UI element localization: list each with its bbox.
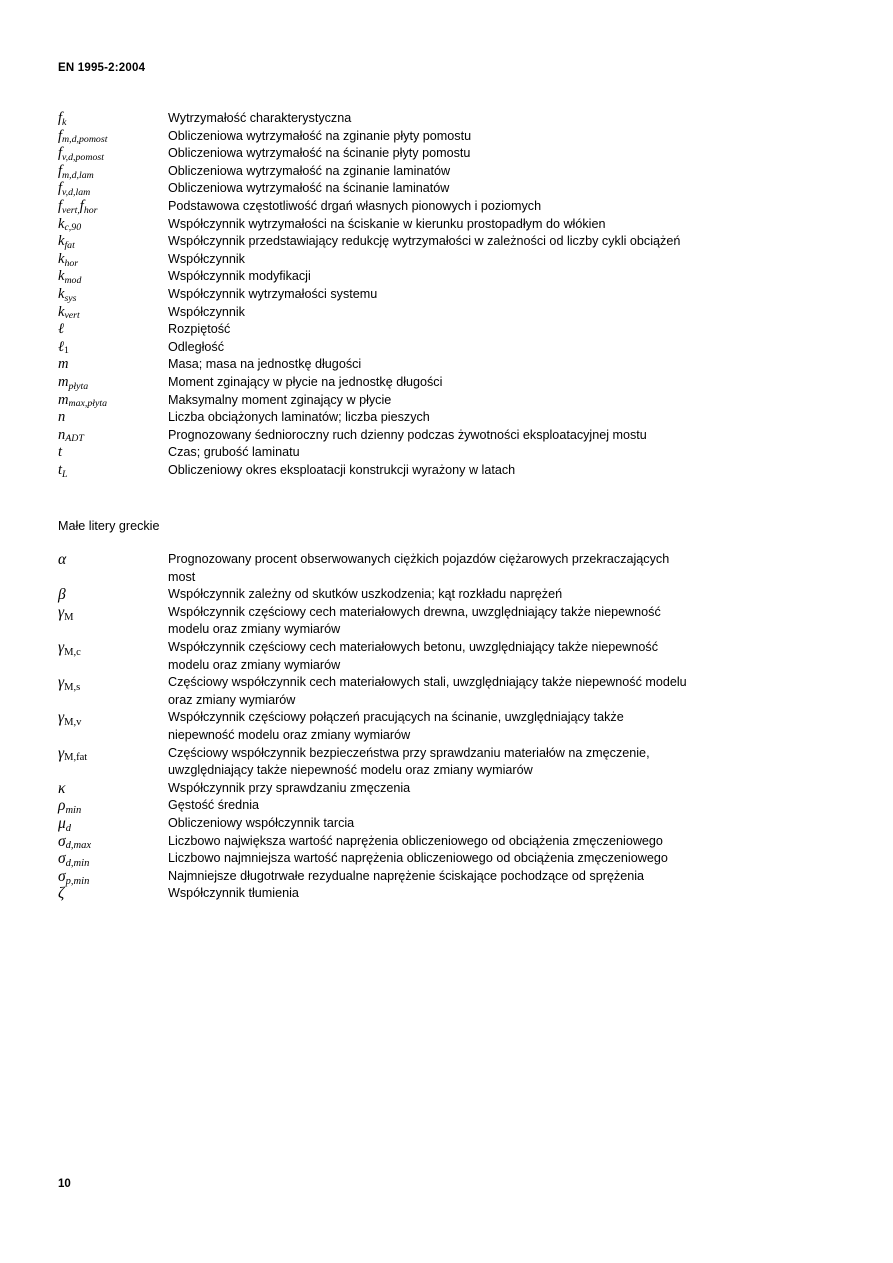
latin-symbol-symbol: $f_k$ — [58, 110, 67, 128]
latin-symbol-description — [168, 163, 826, 181]
latin-symbol-row — [58, 427, 826, 445]
latin-symbol-description-line: Wytrzymałość charakterystyczna — [168, 111, 352, 125]
greek-symbol-description — [168, 604, 826, 639]
greek-symbol-symbol: $\gamma_{M,v}$ — [58, 709, 82, 729]
latin-symbol-symbol: n — [58, 409, 66, 426]
latin-symbol-row — [58, 198, 826, 216]
greek-symbols-list — [58, 551, 848, 903]
latin-symbol-row — [58, 180, 826, 198]
greek-symbol-description — [168, 745, 826, 780]
latin-symbol-description — [168, 233, 826, 251]
greek-symbol-description-line: Częściowy współczynnik bezpieczeństwa przy sprawdzaniu materiałów na zmęczenie, — [168, 745, 650, 760]
greek-symbol-description — [168, 639, 826, 674]
greek-symbol-description — [168, 586, 826, 604]
greek-symbol-description-line: Obliczeniowy współczynnik tarcia — [168, 815, 355, 830]
greek-symbol-symbol: α — [58, 551, 67, 568]
latin-symbol-row — [58, 251, 826, 269]
page-header-standard-ref: EN 1995-2:2004 — [58, 62, 146, 74]
latin-symbol-symbol: $k_{sys}$ — [58, 285, 77, 304]
greek-symbol-row — [58, 850, 826, 868]
greek-symbol-description-line: modelu oraz zmiany wymiarów — [168, 657, 341, 672]
latin-symbol-symbol: ℓ — [58, 321, 65, 338]
greek-symbol-description-line: most — [168, 569, 196, 584]
greek-symbol-row — [58, 551, 826, 586]
latin-symbol-description — [168, 427, 826, 445]
greek-symbol-row — [58, 639, 826, 674]
latin-symbol-description-line: Prognozowany śednioroczny ruch dzienny podczas żywotności eksploatacyjnej mostu — [168, 427, 647, 442]
greek-symbol-row — [58, 797, 826, 815]
latin-symbol-symbol: $k_{fat}$ — [58, 233, 75, 251]
latin-symbol-description-line: Współczynnik wytrzymałości systemu — [168, 286, 378, 301]
latin-symbol-description — [168, 339, 826, 357]
latin-symbol-description — [168, 198, 826, 216]
latin-symbol-row — [58, 321, 826, 339]
greek-symbol-description-line: Częściowy współczynnik cech materiałowych stali, uwzględniający także niepewność modelu — [168, 675, 687, 690]
greek-symbol-description — [168, 815, 826, 833]
greek-symbol-description-line: Gęstość średnia — [168, 798, 259, 813]
greek-symbol-description-line: modelu oraz zmiany wymiarów — [168, 622, 341, 637]
latin-symbol-description-line: Masa; masa na jednostkę długości — [168, 357, 362, 372]
greek-symbol-symbol: $\sigma_{p,min}$ — [58, 867, 90, 887]
greek-symbol-row — [58, 674, 826, 709]
latin-symbol-symbol: $k_{mod}$ — [58, 268, 82, 287]
latin-symbol-description — [168, 304, 826, 322]
greek-symbol-row — [58, 604, 826, 639]
greek-symbol-description — [168, 797, 826, 815]
latin-symbol-description — [168, 180, 826, 198]
latin-symbol-row — [58, 233, 826, 251]
latin-symbol-row — [58, 216, 826, 234]
latin-symbol-symbol: $t_L$ — [58, 461, 68, 480]
greek-symbol-description-line: Prognozowany procent obserwowanych ciężkich pojazdów ciężarowych przekraczających — [168, 552, 670, 566]
greek-symbol-description — [168, 885, 826, 903]
latin-symbol-description — [168, 251, 826, 269]
latin-symbol-description-line: Obliczeniowa wytrzymałość na ścinanie laminatów — [168, 181, 450, 196]
latin-symbol-row — [58, 268, 826, 286]
greek-symbol-row — [58, 833, 826, 851]
greek-symbol-description-line: Współczynnik zależny od skutków uszkodzenia; kąt rozkładu naprężeń — [168, 587, 563, 602]
latin-symbol-symbol: t — [58, 444, 63, 461]
greek-symbol-description — [168, 674, 826, 709]
latin-symbol-description — [168, 216, 826, 234]
latin-symbol-symbol: $f_{m,d,lam}$ — [58, 162, 94, 181]
latin-symbol-symbol: m — [58, 356, 69, 373]
latin-symbol-row — [58, 145, 826, 163]
latin-symbol-symbol: $k_{vert}$ — [58, 303, 80, 322]
greek-symbol-row — [58, 815, 826, 833]
latin-symbol-symbol: $f_{v,d,pomost}$ — [58, 145, 104, 163]
greek-symbol-symbol: β — [58, 586, 66, 604]
greek-section-heading: Małe litery greckie — [58, 519, 160, 533]
greek-symbol-description — [168, 780, 826, 798]
greek-symbol-description-line: oraz zmiany wymiarów — [168, 692, 296, 707]
greek-symbol-description-line: uwzględniający także niepewność modelu oraz zmiany wymiarów — [168, 763, 533, 778]
latin-symbol-description — [168, 374, 826, 392]
latin-symbol-description-line: Obliczeniowy okres eksploatacji konstrukcji wyrażony w latach — [168, 462, 516, 477]
latin-symbol-row — [58, 392, 826, 410]
latin-symbol-row — [58, 409, 826, 427]
latin-symbol-description — [168, 444, 826, 462]
latin-symbol-description — [168, 409, 826, 427]
latin-symbol-symbol: $f_{v,d,lam}$ — [58, 180, 91, 199]
latin-symbol-description-line: Czas; grubość laminatu — [168, 445, 300, 460]
latin-symbol-symbol: $f_{m,d,pomost}$ — [58, 127, 108, 146]
latin-symbol-description-line: Współczynnik przedstawiający redukcję wytrzymałości w zależności od liczby cykli obciążeń — [168, 234, 681, 249]
greek-symbol-description-line: Współczynnik częściowy cech materiałowych betonu, uwzględniający także niepewność — [168, 639, 658, 654]
page-number: 10 — [58, 1178, 71, 1190]
latin-symbol-row — [58, 444, 826, 462]
greek-symbol-description-line: Współczynnik częściowy cech materiałowych drewna, uwzględniający także niepewność — [168, 604, 661, 619]
greek-symbol-symbol: $\gamma_{M,fat}$ — [58, 744, 88, 764]
greek-symbol-symbol: ζ — [58, 885, 65, 903]
greek-symbol-symbol: κ — [58, 779, 66, 797]
greek-symbol-row — [58, 745, 826, 780]
latin-symbol-description-line: Podstawowa częstotliwość drgań własnych pionowych i poziomych — [168, 198, 542, 213]
latin-symbol-description-line: Odległość — [168, 339, 225, 354]
latin-symbol-description — [168, 145, 826, 163]
latin-symbol-symbol: $m_{płyta}$ — [58, 373, 89, 392]
greek-symbol-row — [58, 586, 826, 604]
latin-symbol-symbol: $k_{c,90}$ — [58, 215, 82, 234]
latin-symbol-description — [168, 356, 826, 374]
greek-symbol-description-line: Liczbowo najmniejsza wartość naprężenia obliczeniowego od obciążenia zmęczeniowego — [168, 851, 668, 866]
latin-symbol-description-line: Obliczeniowa wytrzymałość na zginanie płyty pomostu — [168, 128, 472, 143]
latin-symbol-description-line: Współczynnik — [168, 251, 245, 266]
latin-symbol-symbol: $n_{ADT}$ — [58, 426, 84, 445]
greek-symbol-row — [58, 709, 826, 744]
latin-symbol-symbol: $m_{max,płyta}$ — [58, 391, 108, 410]
greek-symbol-symbol: $\rho_{min}$ — [58, 797, 82, 817]
latin-symbol-description-line: Maksymalny moment zginający w płycie — [168, 392, 392, 407]
latin-symbol-description — [168, 110, 826, 128]
latin-symbol-description — [168, 321, 826, 339]
greek-symbol-description-line: Współczynnik przy sprawdzaniu zmęczenia — [168, 780, 411, 795]
greek-symbol-symbol: $\sigma_{d,min}$ — [58, 850, 90, 870]
latin-symbol-description — [168, 268, 826, 286]
greek-symbol-symbol: $\mu_d$ — [58, 814, 72, 834]
latin-symbol-row — [58, 304, 826, 322]
latin-symbol-description — [168, 462, 826, 480]
latin-symbol-description — [168, 392, 826, 410]
latin-symbols-list — [58, 110, 848, 479]
greek-symbol-row — [58, 780, 826, 798]
latin-symbol-row — [58, 462, 826, 480]
latin-symbol-row — [58, 374, 826, 392]
greek-symbol-symbol: $\gamma_M$ — [58, 603, 74, 623]
greek-symbol-description — [168, 709, 826, 744]
latin-symbols-table — [58, 110, 826, 479]
greek-symbols-table — [58, 551, 826, 903]
latin-symbol-row — [58, 128, 826, 146]
latin-symbol-description-line: Współczynnik — [168, 304, 245, 319]
latin-symbol-description-line: Obliczeniowa wytrzymałość na ścinanie płyty pomostu — [168, 146, 471, 161]
greek-symbol-description — [168, 850, 826, 868]
greek-symbol-symbol: $\gamma_{M,c}$ — [58, 638, 81, 658]
latin-symbol-description-line: Obliczeniowa wytrzymałość na zginanie laminatów — [168, 163, 451, 178]
latin-symbol-row — [58, 110, 826, 128]
latin-symbol-description-line: Liczba obciążonych laminatów; liczba pieszych — [168, 410, 430, 425]
latin-symbol-row — [58, 286, 826, 304]
greek-symbol-description-line: Najmniejsze długotrwałe rezydualne naprężenie ściskające pochodzące od sprężenia — [168, 868, 645, 883]
greek-symbol-row — [58, 885, 826, 903]
latin-symbol-description-line: Moment zginający w płycie na jednostkę długości — [168, 374, 443, 389]
latin-symbol-description-line: Rozpiętość — [168, 322, 231, 337]
greek-symbol-description-line: niepewność modelu oraz zmiany wymiarów — [168, 727, 411, 742]
greek-symbol-description-line: Współczynnik tłumienia — [168, 886, 299, 901]
latin-symbol-description-line: Współczynnik modyfikacji — [168, 269, 311, 284]
greek-symbol-symbol: $\gamma_{M,s}$ — [58, 674, 81, 694]
latin-symbol-description-line: Współczynnik wytrzymałości na ściskanie w kierunku prostopadłym do włókien — [168, 216, 606, 231]
latin-symbol-row — [58, 356, 826, 374]
latin-symbol-row — [58, 163, 826, 181]
greek-symbol-description — [168, 868, 826, 886]
greek-symbol-description-line: Współczynnik częściowy połączeń pracujących na ścinanie, uwzględniający także — [168, 710, 624, 725]
greek-symbol-symbol: $\sigma_{d,max}$ — [58, 832, 92, 852]
greek-symbol-description-line: Liczbowo największa wartość naprężenia obliczeniowego od obciążenia zmęczeniowego — [168, 833, 663, 848]
latin-symbol-description — [168, 128, 826, 146]
greek-symbol-description — [168, 833, 826, 851]
latin-symbol-description — [168, 286, 826, 304]
latin-symbol-symbol: $f_{vert,}f_{hor}$ — [58, 197, 98, 216]
latin-symbol-symbol: $k_{hor}$ — [58, 250, 79, 269]
greek-symbol-row — [58, 868, 826, 886]
greek-symbol-description — [168, 551, 826, 586]
latin-symbol-row — [58, 339, 826, 357]
latin-symbol-symbol: ℓ$_1$ — [58, 338, 69, 357]
